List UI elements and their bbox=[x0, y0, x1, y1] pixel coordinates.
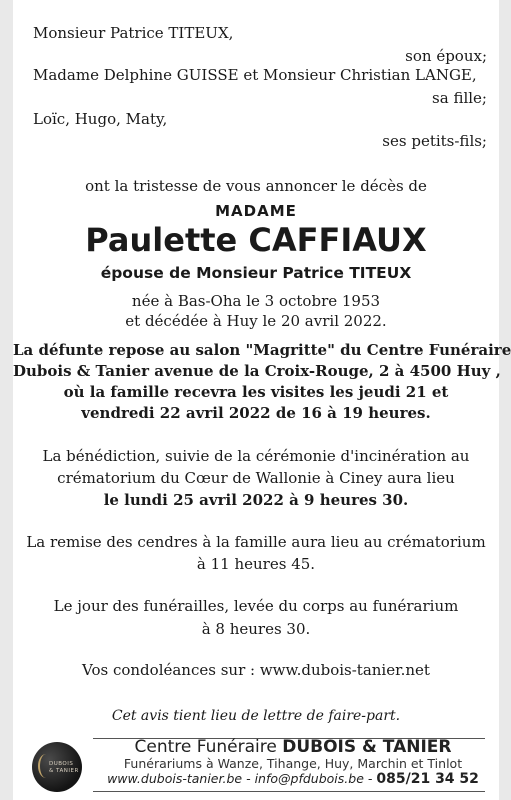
footer-title-brand: DUBOIS & TANIER bbox=[282, 737, 452, 757]
footer-email[interactable]: info@pfdubois.be bbox=[254, 771, 364, 786]
funeral-day-line-2: à 8 heures 30. bbox=[201, 620, 311, 638]
birth-info: née à Bas-Oha le 3 octobre 1953 bbox=[131, 292, 381, 310]
death-info: et décédée à Huy le 20 avril 2022. bbox=[125, 312, 387, 330]
footer-bottom-rule bbox=[93, 791, 485, 792]
visitation-line-4: vendredi 22 avril 2022 de 16 à 19 heures. bbox=[81, 404, 431, 422]
ceremony-line-3: le lundi 25 avril 2022 à 9 heures 30. bbox=[103, 491, 409, 509]
ashes-line-2: à 11 heures 45. bbox=[196, 555, 316, 573]
funeral-home-footer bbox=[13, 736, 499, 796]
footer-phone: 085/21 34 52 bbox=[376, 771, 479, 787]
logo-text-line-2: & TANIER bbox=[49, 768, 79, 774]
ashes-line-1: La remise des cendres à la famille aura lieu au crématorium bbox=[26, 533, 486, 551]
ceremony-line-2: crématorium du Cœur de Wallonie à Ciney aura lieu bbox=[57, 469, 455, 487]
visitation-line-3: où la famille recevra les visites les jeudi 21 et bbox=[63, 383, 449, 401]
visitation-line-2: Dubois & Tanier avenue de la Croix-Rouge, 2 à 4500 Huy , bbox=[13, 362, 501, 380]
daughter-name: Madame Delphine GUISSE et Monsieur Christian LANGE, bbox=[33, 66, 477, 84]
spouse-relation: son époux; bbox=[405, 47, 487, 65]
footer-title bbox=[101, 737, 485, 757]
announcement-intro: ont la tristesse de vous annoncer le décès de bbox=[85, 177, 427, 195]
funeral-day-line-1: Le jour des funérailles, levée du corps au funérarium bbox=[53, 597, 459, 615]
deceased-title: MADAME bbox=[215, 202, 297, 220]
notice-text: Cet avis tient lieu de lettre de faire-part. bbox=[111, 708, 401, 724]
condolences-text: Vos condoléances sur : www.dubois-tanier.net bbox=[82, 661, 430, 679]
visitation-line-1: La défunte repose au salon "Magritte" du Centre Funéraire bbox=[13, 341, 511, 359]
spouse-name: Monsieur Patrice TITEUX, bbox=[33, 24, 234, 42]
footer-contact bbox=[101, 771, 485, 787]
funeral-home-logo bbox=[32, 742, 82, 792]
obituary-page bbox=[13, 0, 511, 800]
footer-separator-2: - bbox=[367, 771, 373, 786]
daughter-relation: sa fille; bbox=[432, 89, 487, 107]
footer-subtitle: Funérariums à Wanze, Tihange, Huy, Marchin et Tinlot bbox=[123, 756, 463, 771]
ceremony-line-1: La bénédiction, suivie de la cérémonie d'incinération au bbox=[42, 447, 470, 465]
footer-website[interactable]: www.dubois-tanier.be bbox=[107, 771, 243, 786]
grandchildren-names: Loïc, Hugo, Maty, bbox=[33, 110, 168, 128]
deceased-name: Paulette CAFFIAUX bbox=[85, 221, 427, 259]
deceased-spouse: épouse de Monsieur Patrice TITEUX bbox=[100, 264, 412, 282]
footer-separator-1: - bbox=[246, 771, 251, 786]
grandchildren-relation: ses petits-fils; bbox=[382, 132, 487, 150]
footer-title-prefix: Centre Funéraire bbox=[134, 737, 277, 757]
logo-text-line-1: DUBOIS bbox=[49, 761, 74, 767]
